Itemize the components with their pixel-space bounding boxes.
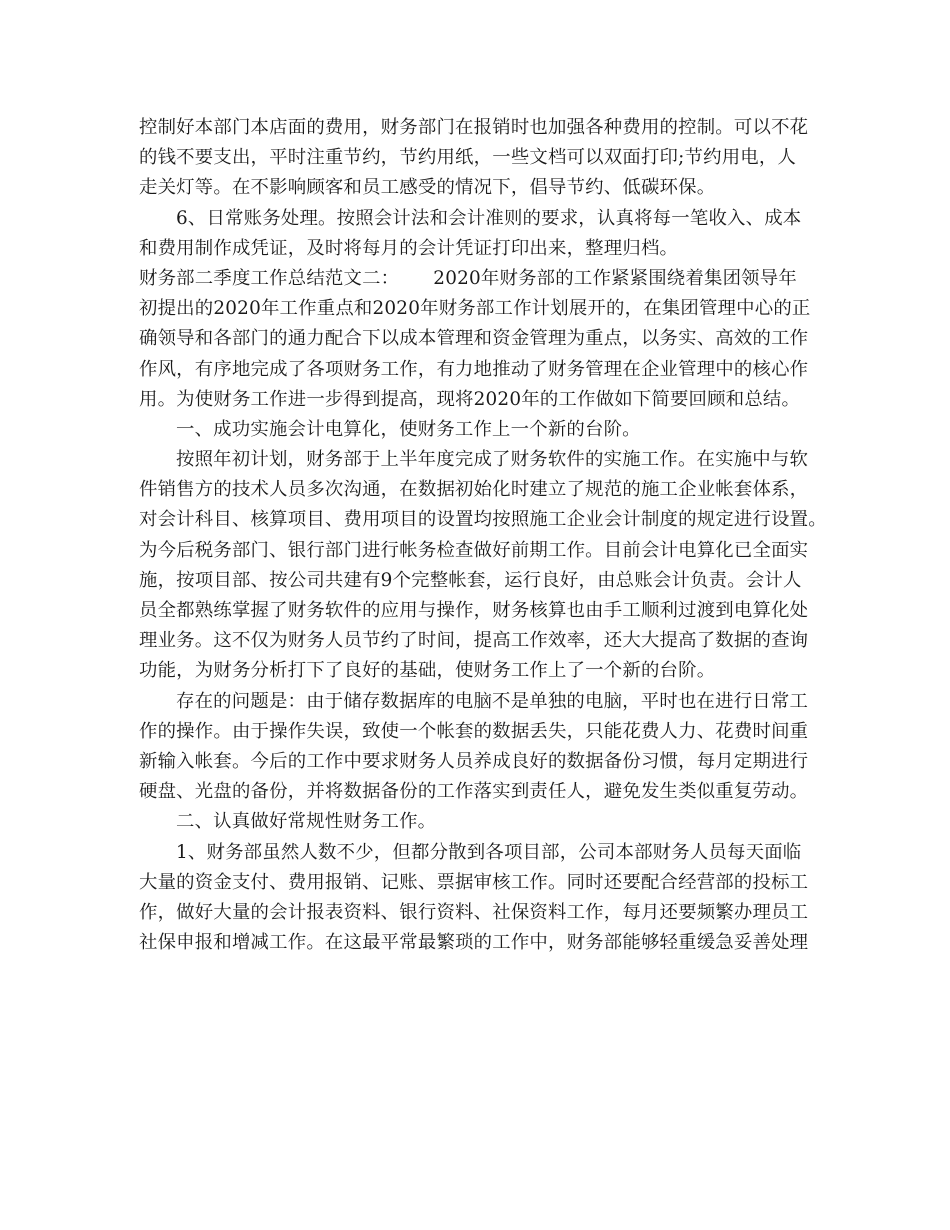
text-line: 6、日常账务处理。按照会计法和会计准则的要求，认真将每一笔收入、成本 (176, 207, 802, 229)
text-line: 件销售方的技术人员多次沟通，在数据初始化时建立了规范的施工企业帐套体系， (139, 479, 809, 501)
text-line: 理业务。这不仅为财务人员节约了时间，提高工作效率，还大大提高了数据的查询 (139, 630, 809, 652)
text-line: 存在的问题是：由于储存数据库的电脑不是单独的电脑，平时也在进行日常工 (176, 690, 809, 712)
text-line: 对会计科目、核算项目、费用项目的设置均按照施工企业会计制度的规定进行设置。 (139, 509, 827, 531)
text-line: 为今后税务部门、银行部门进行帐务检查做好前期工作。目前会计电算化已全面实 (139, 539, 809, 561)
text-line: 施，按项目部、按公司共建有9个完整帐套，运行良好，由总账会计负责。会计人 (139, 569, 802, 591)
text-line: 新输入帐套。今后的工作中要求财务人员养成良好的数据备份习惯，每月定期进行 (139, 750, 809, 772)
text-line: 用。为使财务工作进一步得到提高，现将2020年的工作做如下简要回顾和总结。 (139, 388, 801, 410)
text-line: 走关灯等。在不影响顾客和员工感受的情况下，倡导节约、低碳环保。 (139, 177, 716, 199)
text-line: 控制好本部门本店面的费用，财务部门在报销时也加强各种费用的控制。可以不花 (139, 117, 809, 138)
text-line: 按照年初计划，财务部于上半年度完成了财务软件的实施工作。在实施中与软 (176, 449, 809, 471)
text-line: 社保申报和增减工作。在这最平常最繁琐的工作中，财务部能够轻重缓急妥善处理 (139, 932, 809, 954)
text-line: 一、成功实施会计电算化，使财务工作上一个新的台阶。 (176, 418, 641, 440)
text-line: 财务部二季度工作总结范文二： 2020年财务部的工作紧紧围绕着集团领导年 (139, 267, 797, 289)
text-line: 作，做好大量的会计报表资料、银行资料、社保资料工作，每月还要频繁办理员工 (139, 901, 809, 923)
document-body (139, 113, 827, 958)
text-line: 确领导和各部门的通力配合下以成本管理和资金管理为重点，以务实、高效的工作 (139, 328, 809, 350)
text-line: 和费用制作成凭证，及时将每月的会计凭证打印出来，整理归档。 (139, 237, 679, 259)
text-line: 硬盘、光盘的备份，并将数据备份的工作落实到责任人，避免发生类似重复劳动。 (139, 781, 809, 803)
text-line: 初提出的2020年工作重点和2020年财务部工作计划展开的，在集团管理中心的正 (139, 298, 811, 320)
text-line: 作的操作。由于操作失误，致使一个帐套的数据丢失，只能花费人力、花费时间重 (139, 720, 809, 742)
text-line: 1、财务部虽然人数不少，但都分散到各项目部，公司本部财务人员每天面临 (176, 841, 802, 863)
text-line: 员全都熟练掌握了财务软件的应用与操作，财务核算也由手工顺利过渡到电算化处 (139, 600, 809, 621)
text-line: 功能，为财务分析打下了良好的基础，使财务工作上了一个新的台阶。 (139, 660, 716, 682)
text-line: 作风，有序地完成了各项财务工作，有力地推动了财务管理在企业管理中的核心作 (139, 358, 809, 380)
text-line: 大量的资金支付、费用报销、记账、票据审核工作。同时还要配合经营部的投标工 (139, 871, 809, 893)
text-line: 二、认真做好常规性财务工作。 (176, 811, 437, 833)
text-line: 的钱不要支出，平时注重节约，节约用纸，一些文档可以双面打印;节约用电，人 (139, 147, 797, 169)
